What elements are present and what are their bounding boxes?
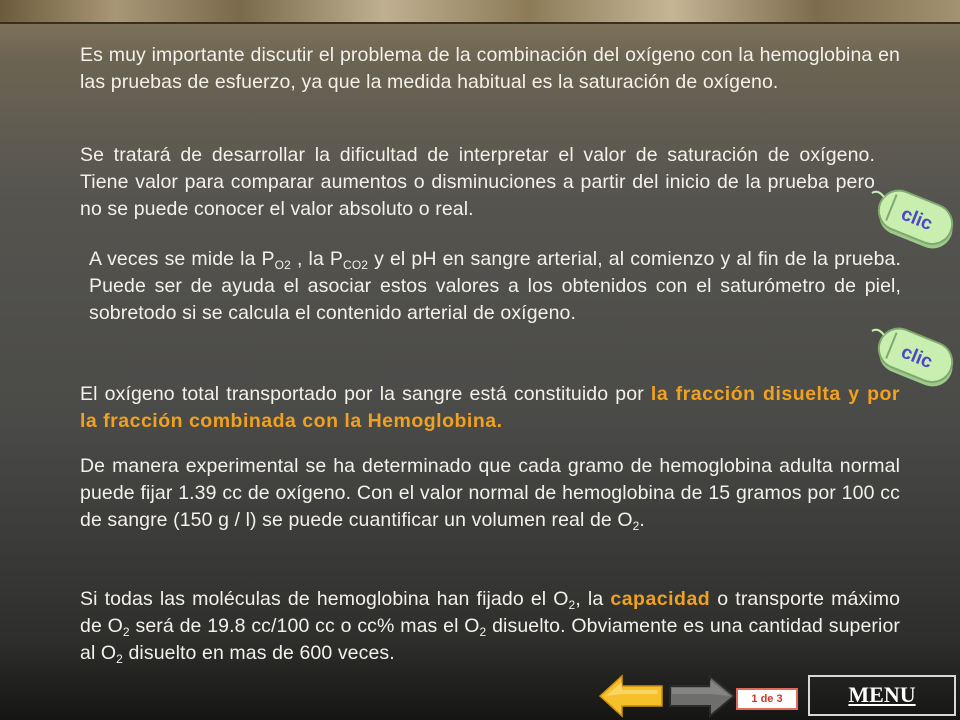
page-indicator: 1 de 3: [736, 688, 798, 710]
highlight-fractions: la fracción disuelta y por la fracción combinada con la Hemoglobina.: [80, 383, 900, 432]
paragraph-hemoglobin-capacity: De manera experimental se ha determinado que cada gramo de hemoglobina adulta normal puede fijar 1.39 cc de oxígeno. Con el valor normal de hemoglobina de 15 gramos por 100 cc de sangre (150 g / l) se puede cuantificar un volumen real de $O_2$.: [80, 455, 900, 533]
highlight-capacidad: capacidad: [610, 588, 711, 610]
paragraph-total-oxygen: El oxígeno total transportado por la sangre está constituido por la fracción disuelta y por la fracción combinada con la Hemoglobina.: [80, 383, 900, 432]
click-label-2: clic: [898, 341, 936, 374]
top-decorative-banner: [0, 0, 960, 24]
click-mouse-button-1[interactable]: [868, 187, 960, 255]
forward-arrow-button[interactable]: [668, 674, 736, 718]
paragraph-arterial-gases: A veces se mide la $P_{O2}$ , la $P_{CO2}$ y el pH en sangre arterial, al comienzo y al fin de la prueba. Puede ser de ayuda el asociar estos valores a los obtenidos con el saturómetro de piel, sobretodo si se calcula el contenido arterial de oxígeno.: [89, 248, 901, 324]
back-arrow-button[interactable]: [598, 674, 664, 718]
paragraph-maximum-transport: Si todas las moléculas de hemoglobina han fijado el $O_2$, la capacidad o transporte máximo de $O_2$ será de 19.8 cc/100 cc o cc% mas el $O_2$ disuelto. Obviamente es una cantidad superior al $O_2$ disuelto en mas de 600 veces.: [80, 588, 901, 666]
paragraph-oxygen-importance: Es muy importante discutir el problema de la combinación del oxígeno con la hemoglobina en las pruebas de esfuerzo, ya que la medida habitual es la saturación de oxígeno.: [80, 44, 900, 93]
menu-button[interactable]: MENU: [808, 675, 956, 716]
click-label-1: clic: [898, 203, 936, 236]
paragraph-saturation-interpretation: Se tratará de desarrollar la dificultad de interpretar el valor de saturación de oxígeno. Tiene valor para comparar aumentos o disminuciones a partir del inicio de la prueba pero no se puede conocer el valor absoluto o real.: [80, 144, 875, 220]
